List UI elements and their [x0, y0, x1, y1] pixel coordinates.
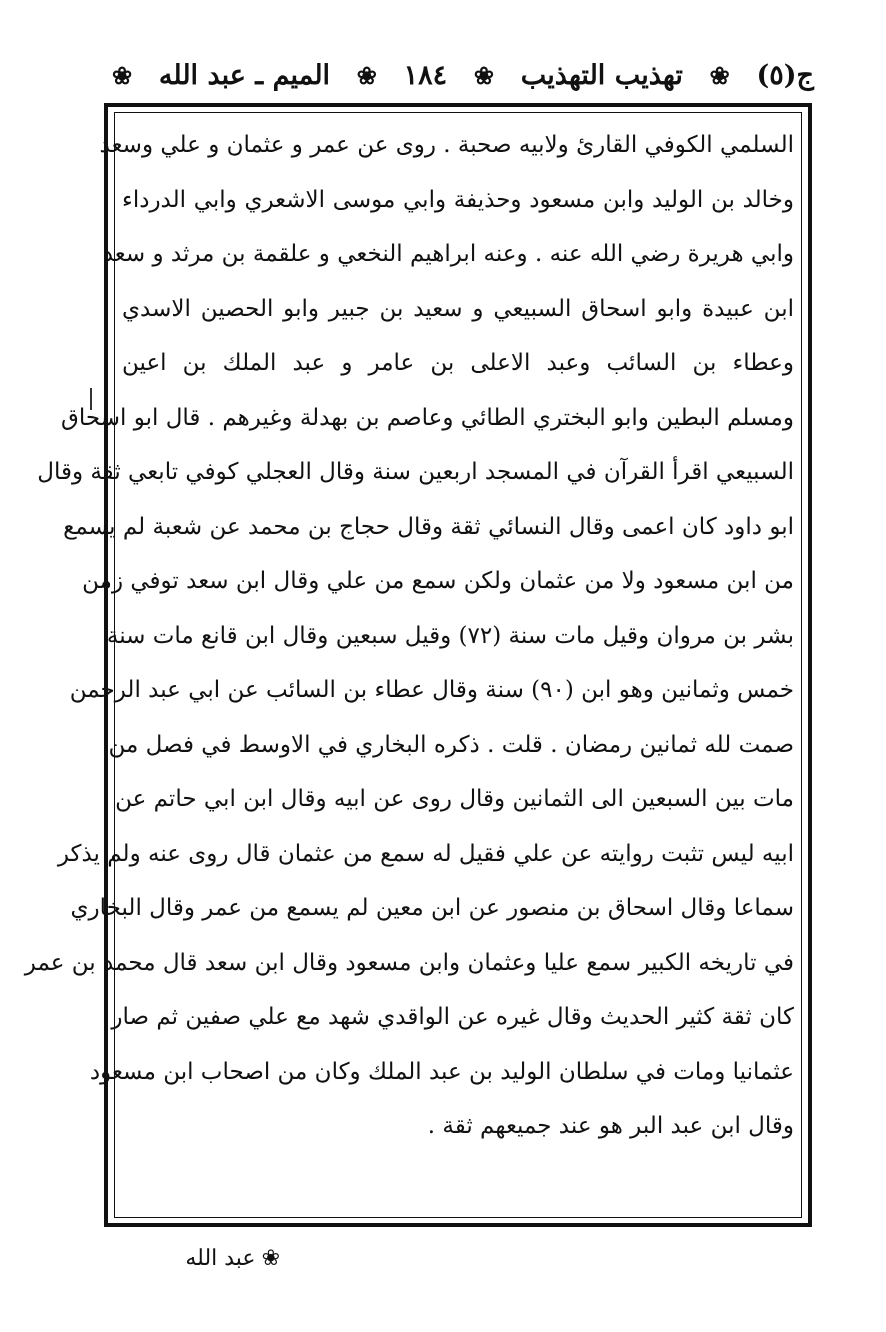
- footer-catchword: [140, 1240, 280, 1276]
- text-line: ابن عبيدة وابو اسحاق السبيعي و سعيد بن جبير وابو الحصين الاسدي: [122, 295, 794, 322]
- body-text: [24, 118, 794, 1208]
- text-line: خمس وثمانين وهو ابن (٩٠) سنة وقال عطاء بن السائب عن ابي عبد الرحمن: [69, 677, 794, 703]
- header-ornament-icon: ❀: [709, 60, 730, 90]
- text-line: ومسلم البطين وابو البختري الطائي وعاصم بن بهدلة وغيرهم . قال ابو اسحاق: [61, 404, 794, 431]
- text-line: من ابن مسعود ولا من عثمان ولكن سمع من علي وقال ابن سعد توفي زمن: [82, 568, 794, 594]
- page-number: ١٨٤: [403, 59, 448, 91]
- text-line: ابيه ليس تثبت روايته عن علي فقيل له سمع من عثمان قال روى عنه ولم يذكر: [57, 840, 794, 867]
- text-line: كان ثقة كثير الحديث وقال غيره عن الواقدي شهد مع علي صفين ثم صار: [111, 1004, 794, 1030]
- text-line: مات بين السبعين الى الثمانين وقال روى عن ابيه وقال ابن ابي حاتم عن: [115, 786, 794, 812]
- text-line: عثمانيا ومات في سلطان الوليد بن عبد الملك وكان من اصحاب ابن مسعود: [89, 1058, 794, 1085]
- text-line: وابي هريرة رضي الله عنه . وعنه ابراهيم النخعي و علقمة بن مرثد و سعد: [102, 241, 794, 267]
- text-line: ابو داود كان اعمى وقال النسائي ثقة وقال حجاج بن محمد عن شعبة لم يسمع: [63, 513, 794, 540]
- text-line: صمت لله ثمانين رمضان . قلت . ذكره البخاري في الاوسط في فصل من: [108, 731, 794, 758]
- text-line: السلمي الكوفي القارئ ولابيه صحبة . روى عن عمر و عثمان و علي وسعد: [99, 132, 794, 158]
- book-title: تهذيب التهذيب: [520, 59, 683, 91]
- text-line: بشر بن مروان وقيل مات سنة (٧٢) وقيل سبعين وقال ابن قانع مات سنة: [106, 622, 794, 649]
- text-line: وعطاء بن السائب وعبد الاعلى بن عامر و عبد الملك بن اعين: [122, 350, 794, 376]
- text-line: وخالد بن الوليد وابن مسعود وحذيفة وابي موسى الاشعري وابي الدرداء: [122, 186, 794, 213]
- text-line: وقال ابن عبد البر هو عند جميعهم ثقة .: [427, 1113, 794, 1139]
- text-line: في تاريخه الكبير سمع عليا وعثمان وابن مسعود وقال ابن سعد قال محمد بن عمر: [24, 949, 794, 976]
- footer-ornament-icon: ❀: [261, 1245, 280, 1271]
- catchword: عبد الله: [185, 1245, 256, 1271]
- text-line: السبيعي اقرأ القرآن في المسجد اربعين سنة وقال العجلي كوفي تابعي ثقة وقال: [37, 459, 794, 485]
- volume-label: ج(٥): [756, 59, 814, 91]
- section-label: الميم ـ عبد الله: [158, 59, 331, 91]
- text-line: سماعا وقال اسحاق بن منصور عن ابن معين لم يسمع من عمر وقال البخاري: [70, 895, 794, 921]
- header-ornament-icon: ❀: [473, 60, 495, 90]
- running-header: [108, 52, 814, 98]
- header-ornament-icon: ❀: [112, 60, 133, 90]
- header-ornament-icon: ❀: [356, 60, 377, 90]
